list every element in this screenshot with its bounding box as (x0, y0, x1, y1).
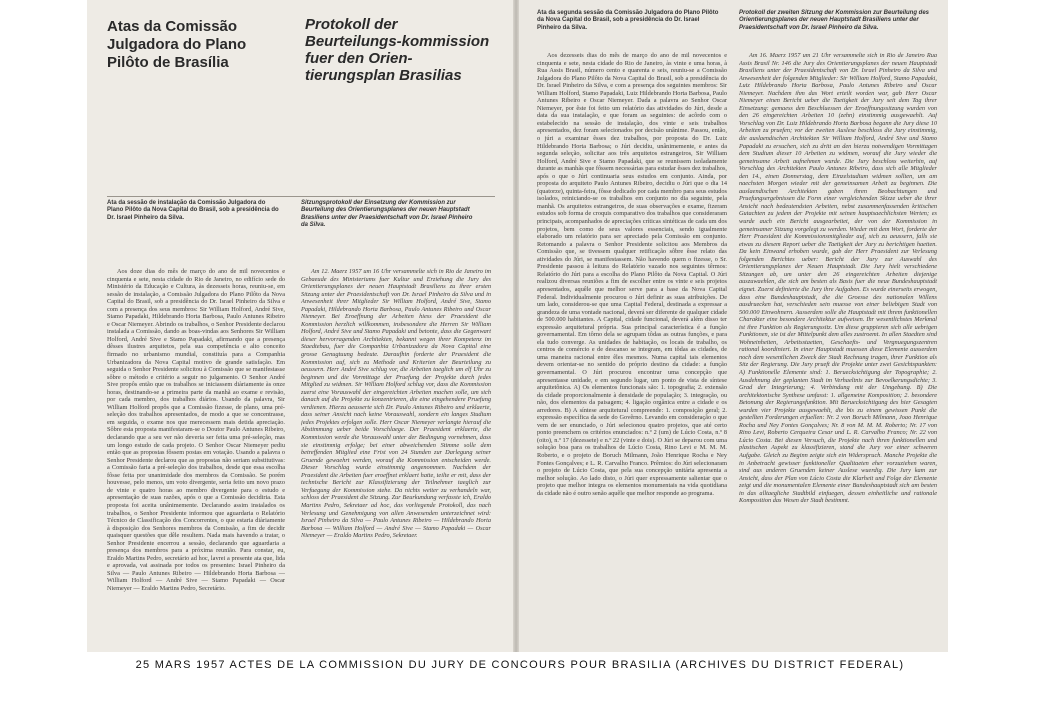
section-divider (107, 196, 495, 197)
figure-caption: 25 MARS 1957 ACTES DE LA COMMISSION DU JURY DE CONCOURS POUR BRASILIA (ARCHIVES DU DISTRICT FEDERAL) (135, 659, 905, 671)
paragraph: Am 16. Maerz 1957 um 21 Uhr versammelte sich in Rio de Janeiro Rua Assis Brasil Nr. 146 die Jury des Orientierungsplanes der neuen Hauptstadt Brasiliens unter der Praesidentschaft von Dr. Israel Pinheiro da Silva und Anwesenheit der folgenden Mitglieder: Sir William Holford, Stamo Papadaki, Luiz Hildebrando Horta Barbosa, Paulo Antunes Ribeiro und Oscar Niemeyer. Nachdem ihm das Wort erteilt worden war, gab Herr Oscar Niemeyer einen Bericht ueber die Taetigkeit der Jury seit dem Tag ihrer Einsetzung: gemaess den Beschluessen der Eroeffnungssitzung wurden von den 26 eingereichten Arbeiten 10 (zehn) einstimmig ausgewaehlt. Auf Vorschlag von Dr. Luiz Hildebrando Horta Barbosa begann die Jury diese 10 Arbeiten zu pruefen; vor der zweiten Auslese beschloss die Jury einstimmig, die auslaendischen Architekten Sir William Holford, André Sive und Stamo Papadaki zu ersuchen, sich zu dritt an den hierzu notwendigen Vormittagen dem Studium dieser 10 Arbeiten zu widmen, worauf die Jury wieder die gemeinsame Arbeit aufnehmen wurde. Die Jury beschloss weiterhin, auf Vorschlag des Architekten Paulo Antunes Ribeiro, dass sich alle Mitglieder den 14., einen Donnerstag, dem Einzelstudium widmen sollten, um am naechsten Morgen wieder mit der gemeinsamen Arbeit zu beginnen. Die auslaendischen Architekten gaben ihren Beobachtungen und Pruefungsergebnissen die Form einer vergleichenden Skizze ueber die ihrer Ansicht nach bedeutendsten Arbeiten, nebst zusammenfassenden kritischen Gutachten zu jedem der Projekte mit seinen hauptsaechlichsten Werten; es wurde auch ein Bericht ausgearbeitet, der von der Kommission in gemeinsamer Sitzung vorgelegt zu werden. Wieder mit dem Wort, forderte der Herr Praesident die Kommissionsmitglieder auf, sich zu aeussern, falls sie etwas zu diesem Report ueber die Taetigkeit der Jury zu berichtigen haetten. Da kein Einwand erhoben wurde, gab der Herr Praesident zur Verlesung folgenden Berichtes ueber: Bericht der Jury zur Auswahl des Orientierungsplanes der Neuen Hauptstadt. Die Jury hielt verschiedene Sitzungen ab, um unter den 26 eingereichten Arbeiten diejenige auszuwaehlen, die sich am besten als Basis fuer die neue Bundeshauptstadt eignet. Zuerst definierte die Jury ihre Aufgaben. Es wurde einerseits erwogen, dass eine Bundeshauptstadt, die die Groesse des nationalen Willens ausdruecken hat, verschieden sein muesse von einer beliebigen Stadt von 500.000 Einwohnern. Ausserdem solle die Hauptstadt mit ihrem funktionellen Charakter eine besondere Architektur aufweisen. Ihr wesentlichstes Merkmal ist ihre Funktion als Regierungssitz. Um diese gruppieren sich alle uebrigen Funktionen, sie ist der Mittelpunkt dem alles zustroemt. In allen Staedten sind Wohneinheiten, Arbeitsstaetten, Geschaefts- und Vergnuegungszentren rational koordiniert. In einer Hauptstadt muessen diese Elemente ausserdem noch dem wesentlichen Zweck der Stadt Rechnung tragen, ihrer Funktion als Sitz der Regierung. Die Jury prueft die Projekte unter zwei Gesichtspunkten: A) Funktionelle Elemente sind: 1. Beruecksichtigung der Topographie; 2. Ausdehnung der geplanten Stadt im Verhaeltnis zur Bevoelkerungsdichte; 3. Grad der Integrierung; 4. Verbindung mit der Umgebung. B) Die architektonische Synthese umfasst: 1. allgemeine Komposition; 2. besondere Betonung der Regierungsfunktion. Mit Beruecksichtigung des hier Gesagten wurden vier Projekte ausgewaehlt, die bis zu einem gewissen Punkt die gestellten Forderungen erfuellen: Nr. 2 von Boruch Milmann, Joao Henrique Rocha und Ney Fontes Gonçalves; Nr. 8 von M. M. M. Roberto; Nr. 17 von Rino Levi, Roberto Cerqueira Cesar und L. R. Carvalho Franco; Nr. 22 von Lúcio Costa. Bei diesen Versuch, die Projekte nach ihren funktionellen und plastischen Aspekt zu klassifizieren, stand die Jury vor einer schweren Aufgabe. Gleich zu Beginn zeigte sich ein Widerspruch. Manche Projekte die in Anbetracht gewisser funktioneller Qualitaeten eher vorzuziehen waren, sind aus anderen Gruenden keiner Auslese wuerdig. Die Jury kam zur Ansicht, dass der Plan von Lúcio Costa die Klarheit und Folge der Elemente zeigt und die monumentalen Elemente einer Bundeshauptstadt sich am besten in das alltaegliche Stadtbild einfuegen, dessen einheitliche und rationale Komposition das Wesen der Stadt bestimmt. (739, 52, 937, 505)
subtitle-session-german: Sitzungsprotokoll der Einsetzung der Kommission zur Beurteilung des Orientierungsplanes der neuen Hauptstadt Brasiliens unter der Praesidentschaft von Dr. Israel Pinheiro da Silva. (301, 200, 473, 229)
paragraph: Aos doze dias do mês de março do ano de mil novecentos e cinquenta e sete, nesta cidade do Rio de Janeiro, no edifício sede do Ministério da Educação e Cultura, às dezesseis horas, reuniu-se, em sessão de instalação, a Comissão Julgadora do Plano Pilôto da Nova Capital do Brasil, sob a presidência do Dr. Israel Pinheiro da Silva e com a presença dos seus membros: Sir William Holford, André Sive, Stamo Papadaki, Hildebrando Horta Barbosa, Paulo Antunes Ribeiro e Oscar Niemeyer. Abrindo os trabalhos, o Senhor Presidente declarou instalada a Comissão, dando as boas-vindas aos Senhores Sir William Holford, André Sive e Stamo Papadaki, afirmando que a presença dêsses ilustres arquitetos, pela sua competência e alto conceito firmado no urbanismo mundial, constituía para a Companhia Urbanizadora da Nova Capital motivo de grande satisfação. Em seguida o Senhor Presidente solicitou à Comissão que se manifestasse sôbre o método e critério a seguir no julgamento. O Senhor André Sive propôs então que os trabalhos se iniciassem diàriamente às onze horas, destinando-se a primeira parte da manhã ao exame e revisão, por cada membro, dos trabalhos diários. Usando da palavra, Sir William Holford propôs que a Comissão fizesse, de plano, uma pré-seleção dos trabalhos apresentados, de modo a que se concentrasse, em seguida, o exame nos que merecessem mais detida apreciação. Sôbre esta proposta manifestaram-se o Doutor Paulo Antunes Ribeiro, declarando que a seu ver não deveria ser feita uma pré-seleção, mas um longo estudo de cada projeto. O Senhor Oscar Niemeyer pediu então que as propostas fôssem postas em votação. Usando a palavra o Senhor Presidente declarou que as propostas não seriam substitutivas: a Comissão faria a pré-seleção dos trabalhos, desde que essa escolha fôsse feita por unanimidade dos membros da Comissão. Se porém houvesse, pelo menos, um voto divergente, seria feito um novo prazo de vinte e quatro horas ao membro divergente para o estudo e apresentação de suas razões, após o que a Comissão decidiria. Esta proposta foi aceita unânimemente. Declarando assim instalados os trabalhos, o Senhor Presidente informou que aguardaria o Relatório Técnico de Classificação dos Concorrentes, o que estaria diàriamente à disposição dos Senhores membros da Comissão, a fim de decidir quaisquer questões que dêle resultem. Nada mais havendo a tratar, o Senhor Presidente encerrou a sessão, declarando que aguardaria a presença dos membros para a próxima reunião. Para constar, eu, Eraldo Martins Pedro, secretário ad hoc, lavrei a presente ata que, lida e aprovada, vai assinada por todos os presentes: Israel Pinheiro da Silva — Paulo Antunes Ribeiro — Hildebrando Horta Barbosa — William Holford — André Sive — Stamo Papadaki — Oscar Niemeyer — Eraldo Martins Pedro, Secretário. (107, 268, 285, 592)
right-page (519, 0, 948, 652)
title-portuguese: Atas da Comissão Julgadora do Plano Pilôto de Brasília (107, 18, 247, 71)
subtitle-second-session-portuguese: Ata da segunda sessão da Comissão Julgadora do Plano Pilôto da Nova Capital do Brasil, sob a presidência do Dr. Israel Pinheiro da Silva. (537, 10, 719, 31)
left-page (87, 0, 513, 652)
document-spread (87, 0, 948, 652)
title-german: Protokoll der Beurteilungs-kommission fuer den Orien-tierungsplan Brasilias (305, 16, 490, 84)
minutes-text-portuguese (107, 268, 285, 646)
subtitle-second-session-german: Protokoll der zweiten Sitzung der Kommission zur Beurteilung des Orientierungsplanes der neuen Hauptstadt Brasiliens unter der Praesidentschaft von Dr. Israel Pinheiro da Silva. (739, 10, 930, 31)
second-minutes-text-german (739, 52, 937, 646)
minutes-text-german (301, 268, 491, 646)
paragraph: Am 12. Maerz 1957 um 16 Uhr versammelte sich in Rio de Janeiro im Gebaeude des Ministeriums fuer Kultur und Erziehung die Jury des Orientierungsplanes der neuen Hauptstadt Brasiliens zu ihrer ersten Sitzung unter der Praesidentschaft von Dr. Israel Pinheiro da Silva und in Anwesenheit ihrer Mitglieder Sir William Holford, André Sive, Stamo Papadaki, Hildebrando Horta Barbosa, Paulo Antunes Ribeiro und Oscar Niemeyer. Bei Eroeffnung der Arbeiten hiess der Praesident die Kommission herzlich willkommen, insbesondere die Herren Sir William Holford, André Sive und Stamo Papadaki und betonte, dass die Gegenwart dieser hervorragenden Architekten, bekannt wegen ihrer Kompetenz im Staedtebau, fuer die Companhia Urbanizadora da Nova Capital eine grosse Genugtuung bedeute. Daraufhin forderte der Praesident die Kommission auf, sich zu Methode und Kriterien der Beurteilung zu aeussern. Herr André Sive schlug vor, die Arbeiten taeglich um elf Uhr zu beginnen und die Vormittage der Pruefung der Projekte durch jedes Mitglied zu widmen. Sir William Holford schlug vor, dass die Kommission zuerst eine Vorauswahl der eingereichten Arbeiten machen solle, um sich danach auf die Projekte zu konzentrieren, die eine eingehendere Pruefung verdienen. Hierzu aeusserte sich Dr. Paulo Antunes Ribeiro und erklaerte, dass seiner Ansicht nach keine Vorauswahl, sondern ein langes Studium jedes Projektes erfolgen solle. Herr Oscar Niemeyer verlangte hierauf die Abstimmung ueber beide Vorschlaege. Der Praesident erklaerte, die Kommission werde die Vorauswahl unter der Bedingung vornehmen, dass sie einstimmig erfolge; bei einer abweichenden Stimme solle dem betreffenden Mitglied eine Frist von 24 Stunden zur Darlegung seiner Gruende gewaehrt werden, worauf die Kommission entscheiden werde. Dieser Vorschlag wurde einstimmig angenommen. Nachdem der Praesident die Arbeiten fuer eroeffnet erklaert hatte, teilte er mit, dass der technische Bericht zur Klassifizierung der Teilnehmer taeglich zur Verfuegung der Kommission stehe. Da nichts weiter zu verhandeln war, schloss der Praesident die Sitzung. Zur Beurkundung verfasste ich, Eraldo Martins Pedro, Sekretaer ad hoc, das vorliegende Protokoll, das nach Verlesung und Genehmigung von allen Anwesenden unterzeichnet wird: Israel Pinheiro da Silva — Paulo Antunes Ribeiro — Hildebrando Horta Barbosa — William Holford — André Sive — Stamo Papadaki — Oscar Niemeyer — Eraldo Martins Pedro, Sekretaer. (301, 268, 491, 540)
paragraph: Aos dezesseis dias do mês de março do ano de mil novecentos e cinquenta e sete, nesta cidade do Rio de Janeiro, às vinte e uma horas, à Rua Assis Brasil, número cento e quarenta e seis, reuniu-se a Comissão Julgadora do Plano Pilôto da Nova Capital do Brasil, sob a presidência do Dr. Israel Pinheiro da Silva, e com a presença dos seguintes membros: Sir William Holford, Stamo Papadaki, Luiz Hildebrando Horta Barbosa, Paulo Antunes Ribeiro e Oscar Niemeyer. Dada a palavra ao Senhor Oscar Niemeyer, por êste foi feito um relatório das atividades do Júri, desde a data da sua instalação, e que foram as seguintes: de acôrdo com o estabelecido na sessão de instalação, dos vinte e seis trabalhos apresentados, dez foram selecionados por decisão unânime. Passou, então, o júri a examinar êsses dez trabalhos, por proposta do Dr. Luiz Hildebrando Horta Barbosa; o Júri decidiu, unânimemente, e antes da segunda seleção, solicitar aos três arquitetos estrangeiros, Sir William Holford, André Sive e Stamo Papadaki, que se reunissem isoladamente durante as manhãs que fôssem necessárias para estudar êsses dez trabalhos, após o que o Júri continuaria seus estudos em conjunto. Ainda, por proposta do arquiteto Paulo Antunes Ribeiro, decidiu o Júri que o dia 14 (quatorze), quinta-feira, fôsse dedicado por cada membro para seus estudos isolados, reiniciando-se os trabalhos em conjunto no dia seguinte, pela manhã. Os arquitetos estrangeiros, de suas observações e exame, fizeram estudos sob forma de croquis comparativo dos trabalhos que consideraram principais, acompanhados de apreciações críticas sintéticas de cada um dos projetos, bem como de seus valores essenciais, sendo igualmente elaborado um relatório para ser apreciado pela Comissão em conjunto. Retomando a palavra o Senhor Presidente solicitou aos Membros da Comissão que, se tivessem qualquer retificação sôbre êsse relato das atividades do Júri, se manifestassem. Não havendo quem o fizesse, o Sr. Presidente passou à leitura do Relatório vazado nos seguintes têrmos: Relatório do Júri para a escolha do Plano Pilôto da Nova Capital. O Júri realizou diversas reuniões a fim de escolher entre os vinte e seis projetos apresentados, aquêle que melhor serve para a base da Nova Capital Federal. Individualmente procurou o Júri definir as suas atribuições. De um lado, considerou-se que uma Capital Federal, destinada a expressar a grandeza de uma vontade nacional, deverá ser diferente de qualquer cidade de 500.000 habitantes. A Capital, cidade funcional, deverá além disso ter expressão arquitetural própria. Sua principal característica é a função governamental. Em tôrno dela se agrupam tôdas as outras funções, e para ela tudo converge. As unidades de habitação, os locais de trabalho, os centros de comércio e de descanso se integram, em tôdas as cidades, de uma maneira racional entre êles mesmos. Numa capital tais elementos devem orientar-se no sentido do próprio destino da cidade: a função governamental. O Júri procurou encontrar uma concepção que apresentasse unidade, e em segundo lugar, um ponto de vista de síntese arquitetônica. A) Os elementos funcionais são: 1. topografia; 2. extensão da cidade proporcionalmente à densidade de população; 3. integração, ou não, dos elementos da paisagem; 4. ligação orgânica entre a cidade e os arredores. B) A síntese arquitetural compreende: 1. composição geral; 2. expressão específica da sede do Govêrno. Levando em consideração o que vem de ser enunciado, o Júri selecionou quatro projetos, que até certo ponto preenchem os critérios enunciados: n.º 2 (um) de Lúcio Costa, n.º 8 (oito), n.º 17 (dezessete) e n.º 22 (vinte e dois). O Júri se deparou com uma solução boa para os trabalhos de Lúcio Costa, Rino Levi e M. M. M. Roberto, e o projeto de Boruch Milmann, João Henrique Rocha e Ney Fontes Gonçalves; e L. R. Carvalho Franco. Prêmios: do Júri selecionaram o projeto de Lúcio Costa, que pela sua concepção unitária apresenta a melhor solução. Ao lado disto, o Júri quer expressamente salientar que o projeto que melhor integra os elementos monumentais na vida quotidiana da cidade não é outro senão aquêle que melhor responde ao programa. (537, 52, 727, 497)
second-minutes-text-portuguese (537, 52, 727, 646)
subtitle-session-portuguese: Ata da sessão de instalação da Comissão Julgadora do Plano Pilôto da Nova Capital do Brasil, sob a presidência do Dr. Israel Pinheiro da Silva. (107, 200, 279, 221)
